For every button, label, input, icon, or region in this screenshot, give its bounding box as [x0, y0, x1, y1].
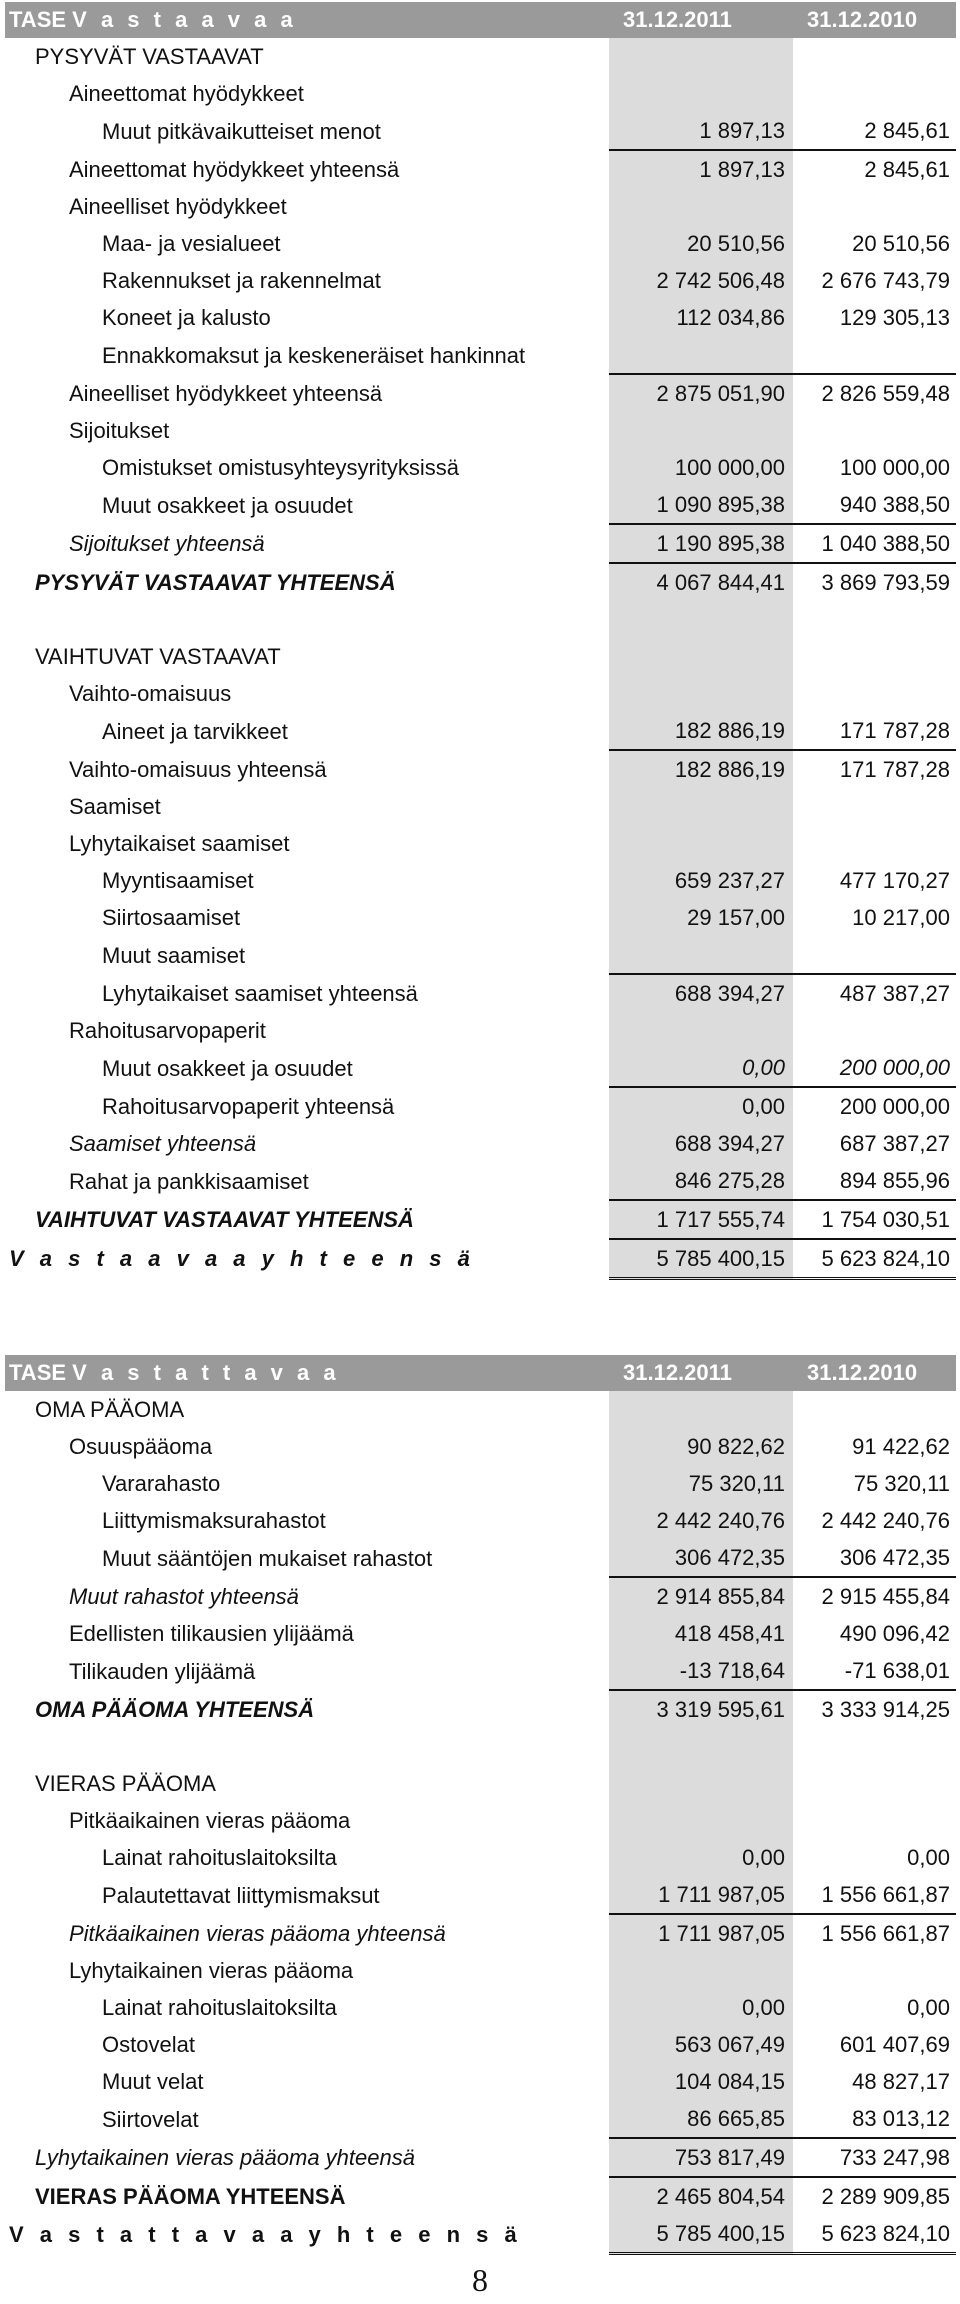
table-row: [5, 2063, 956, 2100]
value-2011: [609, 601, 793, 638]
value-2010: 2 442 240,76: [821, 1508, 950, 1533]
row-label: Lyhytaikaiset saamiset: [69, 831, 290, 856]
row-label: Aineelliset hyödykkeet yhteensä: [69, 380, 383, 406]
table-row: [5, 188, 956, 225]
value-2011: 5 785 400,15: [609, 1239, 793, 1279]
table-row: [5, 1465, 956, 1502]
assets-header-col-2011: 31.12.2011: [609, 2, 793, 38]
table-row: [5, 563, 956, 601]
value-2011: 1 711 987,05: [609, 1876, 793, 1914]
row-label: V a s t a t t a v a a y h t e e n s ä: [9, 2221, 522, 2247]
row-label: Aineelliset hyödykkeet: [69, 194, 287, 219]
value-2010: -71 638,01: [793, 1652, 956, 1690]
value-2011: 90 822,62: [609, 1428, 793, 1465]
value-2010: 0,00: [907, 1995, 950, 2020]
table-row: [5, 1391, 956, 1428]
table-row: [5, 112, 956, 150]
assets-table: [5, 2, 956, 1280]
value-2010: 1 556 661,87: [821, 1921, 950, 1946]
value-2010: 3 869 793,59: [821, 570, 950, 595]
row-label: [5, 601, 609, 638]
row-label: Aineettomat hyödykkeet: [69, 81, 304, 106]
table-row: [5, 1952, 956, 1989]
row-label: Lainat rahoituslaitoksilta: [102, 1845, 337, 1870]
value-2011: [609, 788, 793, 825]
table-row: [5, 1728, 956, 1765]
liabilities-table-body: [5, 1355, 956, 2254]
table-row: [5, 712, 956, 750]
value-2011: 846 275,28: [609, 1162, 793, 1200]
liabilities-header-row: [5, 1355, 956, 1391]
value-2010: [793, 1728, 956, 1765]
value-2010: [793, 788, 956, 825]
table-row: [5, 1876, 956, 1914]
table-row: [5, 38, 956, 75]
value-2010: [793, 412, 956, 449]
value-2011: 2 442 240,76: [609, 1502, 793, 1539]
value-2011: 1 090 895,38: [609, 486, 793, 524]
value-2011: [609, 1012, 793, 1049]
table-row: [5, 1839, 956, 1876]
table-row: [5, 1200, 956, 1239]
value-2011: [609, 1728, 793, 1765]
liabilities-header-col-2011: 31.12.2011: [609, 1355, 793, 1391]
row-label: Ostovelat: [102, 2032, 195, 2057]
table-row: [5, 1049, 956, 1087]
row-label: Ennakkomaksut ja keskeneräiset hankinnat: [102, 342, 526, 368]
row-label: Vararahasto: [102, 1471, 221, 1496]
value-2011: 100 000,00: [609, 449, 793, 486]
value-2010: 487 387,27: [839, 981, 950, 1006]
value-2010: 3 333 914,25: [821, 1697, 950, 1722]
value-2011: 306 472,35: [609, 1539, 793, 1577]
table-row: [5, 1087, 956, 1125]
value-2010: [793, 75, 956, 112]
row-label: Palautettavat liittymismaksut: [102, 1882, 380, 1908]
value-2010: [793, 638, 956, 675]
value-2011: [609, 1802, 793, 1839]
value-2011: [609, 1391, 793, 1428]
value-2011: 2 465 804,54: [609, 2177, 793, 2215]
value-2010: 0,00: [907, 1845, 950, 1870]
value-2010: 2 845,61: [864, 157, 950, 182]
liabilities-header-prefix: TASE: [9, 1360, 67, 1385]
table-row: [5, 862, 956, 899]
value-2011: 86 665,85: [609, 2100, 793, 2138]
row-label: PYSYVÄT VASTAAVAT: [35, 44, 264, 69]
value-2010: 601 407,69: [839, 2032, 950, 2057]
value-2011: 3 319 595,61: [609, 1690, 793, 1728]
value-2010: [793, 1952, 956, 1989]
value-2010: 1 754 030,51: [793, 1200, 956, 1239]
value-2011: 418 458,41: [609, 1615, 793, 1652]
row-label: V a s t a a v a a y h t e e n s ä: [9, 1246, 475, 1272]
table-row: [5, 2177, 956, 2215]
value-2011: [609, 336, 793, 374]
value-2011: 5 785 400,15: [609, 2215, 793, 2254]
value-2010: 490 096,42: [839, 1621, 950, 1646]
row-label: PYSYVÄT VASTAAVAT YHTEENSÄ: [35, 569, 396, 595]
table-row: [5, 75, 956, 112]
table-row: [5, 936, 956, 974]
table-row: [5, 374, 956, 412]
row-label: Myyntisaamiset: [102, 868, 254, 893]
row-label: Siirtovelat: [102, 2106, 199, 2132]
row-label: Tilikauden ylijäämä: [69, 1658, 256, 1684]
value-2011: 2 742 506,48: [609, 262, 793, 299]
row-label: Sijoitukset yhteensä: [69, 531, 265, 556]
table-row: [5, 225, 956, 262]
value-2011: 1 717 555,74: [609, 1200, 793, 1239]
value-2010: 171 787,28: [793, 712, 956, 750]
value-2010: [793, 1012, 956, 1049]
row-label: Pitkäaikainen vieras pääoma yhteensä: [69, 1920, 446, 1946]
liabilities-section: [5, 1355, 956, 2255]
value-2010: [793, 188, 956, 225]
value-2011: [609, 675, 793, 712]
row-label: Lyhytaikainen vieras pääoma yhteensä: [35, 2145, 415, 2170]
value-2011: 1 897,13: [609, 112, 793, 150]
row-label: VIERAS PÄÄOMA: [35, 1771, 216, 1796]
value-2011: 688 394,27: [609, 974, 793, 1012]
value-2011: 112 034,86: [609, 299, 793, 336]
table-row: [5, 524, 956, 563]
value-2010: 2 826 559,48: [821, 381, 950, 406]
value-2010: 1 040 388,50: [793, 524, 956, 563]
table-row: [5, 150, 956, 188]
table-row: [5, 1989, 956, 2026]
row-label: Maa- ja vesialueet: [102, 231, 281, 256]
value-2011: 182 886,19: [609, 712, 793, 750]
value-2011: 659 237,27: [609, 862, 793, 899]
value-2011: -13 718,64: [609, 1652, 793, 1690]
value-2011: [609, 188, 793, 225]
table-row: [5, 2100, 956, 2138]
row-label: Osuuspääoma: [69, 1434, 213, 1459]
row-label: Saamiset yhteensä: [69, 1131, 257, 1156]
table-row: [5, 1802, 956, 1839]
table-row: [5, 601, 956, 638]
row-label: Muut osakkeet ja osuudet: [102, 1055, 353, 1081]
table-row: [5, 899, 956, 936]
table-row: [5, 1539, 956, 1577]
table-row: [5, 974, 956, 1012]
value-2010: 5 623 824,10: [793, 2215, 956, 2254]
table-row: [5, 2138, 956, 2177]
value-2011: 20 510,56: [609, 225, 793, 262]
row-label: Edellisten tilikausien ylijäämä: [69, 1621, 354, 1646]
value-2011: [609, 638, 793, 675]
value-2011: 0,00: [609, 1989, 793, 2026]
table-row: [5, 1125, 956, 1162]
value-2010: [793, 1391, 956, 1428]
value-2010: 83 013,12: [793, 2100, 956, 2138]
value-2010: 200 000,00: [793, 1049, 956, 1087]
value-2011: 4 067 844,41: [609, 563, 793, 601]
row-label: Lyhytaikainen vieras pääoma: [69, 1958, 354, 1983]
table-row: [5, 1502, 956, 1539]
value-2010: 1 556 661,87: [793, 1876, 956, 1914]
liabilities-header-title: [5, 1355, 609, 1391]
row-label: Saamiset: [69, 794, 161, 819]
row-label: Sijoitukset: [69, 418, 170, 443]
row-label: Muut osakkeet ja osuudet: [102, 492, 353, 518]
value-2011: 182 886,19: [609, 750, 793, 788]
liabilities-header-word: V a s t a t t a v a a: [72, 1360, 340, 1385]
table-row: [5, 1652, 956, 1690]
table-row: [5, 750, 956, 788]
value-2011: [609, 38, 793, 75]
row-label: OMA PÄÄOMA: [35, 1397, 185, 1422]
row-label: Rakennukset ja rakennelmat: [102, 268, 381, 293]
value-2010: 129 305,13: [839, 305, 950, 330]
table-row: [5, 449, 956, 486]
value-2010: 477 170,27: [839, 868, 950, 893]
row-label: VAIHTUVAT VASTAAVAT: [35, 644, 281, 669]
value-2011: 104 084,15: [609, 2063, 793, 2100]
table-row: [5, 299, 956, 336]
table-row: [5, 788, 956, 825]
value-2010: 75 320,11: [853, 1471, 950, 1496]
value-2011: 0,00: [609, 1049, 793, 1087]
value-2011: 753 817,49: [609, 2138, 793, 2177]
row-label: Rahat ja pankkisaamiset: [69, 1168, 309, 1194]
row-label: Siirtosaamiset: [102, 905, 241, 930]
table-row: [5, 336, 956, 374]
row-label: VAIHTUVAT VASTAAVAT YHTEENSÄ: [35, 1207, 414, 1232]
row-label: Rahoitusarvopaperit: [69, 1018, 266, 1043]
value-2010: 100 000,00: [839, 455, 950, 480]
value-2010: [793, 601, 956, 638]
liabilities-header-col-2010: 31.12.2010: [793, 1355, 956, 1391]
row-label: Koneet ja kalusto: [102, 305, 271, 330]
value-2011: 688 394,27: [609, 1125, 793, 1162]
table-row: [5, 1428, 956, 1465]
value-2011: 1 711 987,05: [609, 1914, 793, 1952]
value-2011: [609, 75, 793, 112]
value-2010: 20 510,56: [852, 231, 950, 256]
liabilities-table: [5, 1355, 956, 2255]
value-2010: 171 787,28: [839, 757, 950, 782]
value-2010: [793, 675, 956, 712]
table-row: [5, 262, 956, 299]
value-2010: [793, 936, 956, 974]
row-label: Muut pitkävaikutteiset menot: [102, 118, 381, 144]
table-row: [5, 1765, 956, 1802]
table-row: [5, 1615, 956, 1652]
table-row: [5, 1690, 956, 1728]
value-2010: 2 676 743,79: [821, 268, 950, 293]
value-2011: [609, 936, 793, 974]
value-2011: 29 157,00: [609, 899, 793, 936]
page-number: 8: [472, 2262, 488, 2298]
value-2010: 10 217,00: [852, 905, 950, 930]
table-row: [5, 825, 956, 862]
row-label: Muut rahastot yhteensä: [69, 1583, 299, 1609]
table-row: [5, 486, 956, 524]
row-label: Lainat rahoituslaitoksilta: [102, 1995, 337, 2020]
row-label: [5, 1728, 609, 1765]
row-label: Muut sääntöjen mukaiset rahastot: [102, 1545, 433, 1571]
value-2011: [609, 825, 793, 862]
table-row: [5, 2026, 956, 2063]
value-2010: 306 472,35: [793, 1539, 956, 1577]
value-2011: 2 914 855,84: [609, 1577, 793, 1615]
assets-header-word: V a s t a a v a a: [72, 7, 297, 32]
row-label: Rahoitusarvopaperit yhteensä: [102, 1093, 395, 1119]
row-label: OMA PÄÄOMA YHTEENSÄ: [35, 1696, 315, 1722]
table-row: [5, 1577, 956, 1615]
value-2010: [793, 1765, 956, 1802]
assets-table-body: [5, 2, 956, 1279]
value-2010: 894 855,96: [793, 1162, 956, 1200]
value-2011: 0,00: [609, 1087, 793, 1125]
row-label: Pitkäaikainen vieras pääoma: [69, 1808, 351, 1833]
table-row: [5, 1012, 956, 1049]
table-row: [5, 1914, 956, 1952]
value-2010: 687 387,27: [839, 1131, 950, 1156]
value-2011: 563 067,49: [609, 2026, 793, 2063]
assets-header-row: [5, 2, 956, 38]
value-2010: 5 623 824,10: [793, 1239, 956, 1279]
assets-header-prefix: TASE: [9, 7, 67, 32]
value-2011: [609, 1952, 793, 1989]
value-2011: 0,00: [609, 1839, 793, 1876]
value-2010: 733 247,98: [793, 2138, 956, 2177]
row-label: Aineet ja tarvikkeet: [102, 718, 288, 744]
value-2011: 2 875 051,90: [609, 374, 793, 412]
value-2010: 91 422,62: [852, 1434, 950, 1459]
assets-section: [5, 2, 956, 1280]
value-2011: [609, 1765, 793, 1802]
assets-header-title: [5, 2, 609, 38]
value-2010: 940 388,50: [793, 486, 956, 524]
value-2010: 48 827,17: [852, 2069, 950, 2094]
table-row: [5, 2215, 956, 2254]
value-2010: 2 915 455,84: [821, 1584, 950, 1609]
value-2010: 2 845,61: [793, 112, 956, 150]
row-label: Muut velat: [102, 2069, 204, 2094]
row-label: Muut saamiset: [102, 942, 246, 968]
table-row: [5, 638, 956, 675]
value-2010: 200 000,00: [839, 1094, 950, 1119]
assets-header-col-2010: 31.12.2010: [793, 2, 956, 38]
table-row: [5, 675, 956, 712]
row-label: Vaihto-omaisuus: [69, 681, 232, 706]
row-label: Lyhytaikaiset saamiset yhteensä: [102, 980, 418, 1006]
row-label: Omistukset omistusyhteysyrityksissä: [102, 455, 459, 480]
value-2010: [793, 1802, 956, 1839]
value-2010: [793, 38, 956, 75]
row-label: Liittymismaksurahastot: [102, 1508, 326, 1533]
value-2010: 2 289 909,85: [821, 2184, 950, 2209]
table-row: [5, 1162, 956, 1200]
value-2011: 75 320,11: [609, 1465, 793, 1502]
row-label: Vaihto-omaisuus yhteensä: [69, 756, 327, 782]
value-2011: [609, 412, 793, 449]
row-label: Aineettomat hyödykkeet yhteensä: [69, 156, 400, 182]
value-2010: [793, 336, 956, 374]
table-row: [5, 1239, 956, 1279]
row-label: VIERAS PÄÄOMA YHTEENSÄ: [35, 2183, 346, 2209]
value-2011: 1 897,13: [609, 150, 793, 188]
value-2010: [793, 825, 956, 862]
value-2011: 1 190 895,38: [609, 524, 793, 563]
table-row: [5, 412, 956, 449]
